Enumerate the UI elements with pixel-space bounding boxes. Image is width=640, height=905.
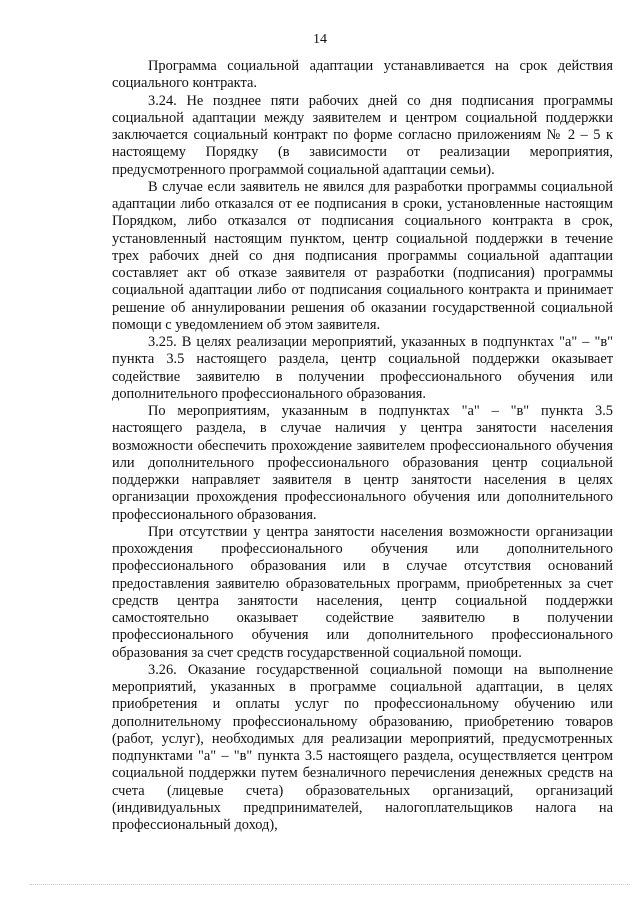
paragraph-no-possibility: При отсутствии у центра занятости населения возможности организации прохождения профессионального обучения или дополнительного профессионального образования или в случае отсутствия оснований предоставления заявителю образовательных программ, приобретенных за счет средств центра занятости населения, центр социальной поддержки самостоятельно оказывает содействие заявителю в получении профессионального обучения или дополнительного профессионального образования за счет средств государственной социальной помощи. (112, 523, 613, 661)
page-number: 14 (313, 32, 327, 47)
paragraph-3-24: 3.24. Не позднее пяти рабочих дней со дня подписания программы социальной адаптации между заявителем и центром социальной поддержки заключается социальный контракт по форме согласно приложениям № 2 – 5 к настоящему Порядку (в зависимости от реализации мероприятия, предусмотренного программой социальной адаптации семьи). (112, 92, 613, 178)
document-body (112, 58, 613, 834)
paragraph-3-26: 3.26. Оказание государственной социальной помощи на выполнение мероприятий, указанных в программе социальной адаптации, в целях приобретения и оплаты услуг по профессиональному обучению или дополнительному профессиональному образованию, приобретению товаров (работ, услуг), необходимых для реализации мероприятий, предусмотренных подпунктами "а" – "в" пункта 3.5 настоящего раздела, осуществляется центром социальной поддержки путем безналичного перечисления денежных средств на счета (лицевые счета) образовательных организаций, организаций (индивидуальных предпринимателей, налогоплательщиков налога на профессиональный доход), (112, 661, 613, 833)
paragraph-employment-center: По мероприятиям, указанным в подпунктах "а" – "в" пункта 3.5 настоящего раздела, в случае наличия у центра занятости населения возможности обеспечить прохождение заявителем профессионального обучения или дополнительного профессионального образования центр социальной поддержки направляет заявителя в центр занятости населения в целях организации прохождения профессионального обучения или дополнительного профессионального образования. (112, 403, 613, 523)
scan-footer-line (30, 884, 630, 886)
paragraph-3-25: 3.25. В целях реализации мероприятий, указанных в подпунктах "а" – "в" пункта 3.5 настоящего раздела, центр социальной поддержки оказывает содействие заявителю в получении профессионального обучения или дополнительного профессионального образования. (112, 334, 613, 402)
paragraph-refusal: В случае если заявитель не явился для разработки программы социальной адаптации либо отказался от ее подписания в сроки, установленные настоящим Порядком, либо отказался от подписания социального контракта в срок, установленный настоящим пунктом, центр социальной поддержки в течение трех рабочих дней со дня подписания программы социальной адаптации составляет акт об отказе заявителя от разработки (подписания) программы социальной адаптации либо от подписания социального контракта и принимает решение об аннулировании решения об оказании государственной социальной помощи с уведомлением об этом заявителя. (112, 178, 613, 333)
paragraph-program-term: Программа социальной адаптации устанавливается на срок действия социального контракта. (112, 58, 613, 92)
